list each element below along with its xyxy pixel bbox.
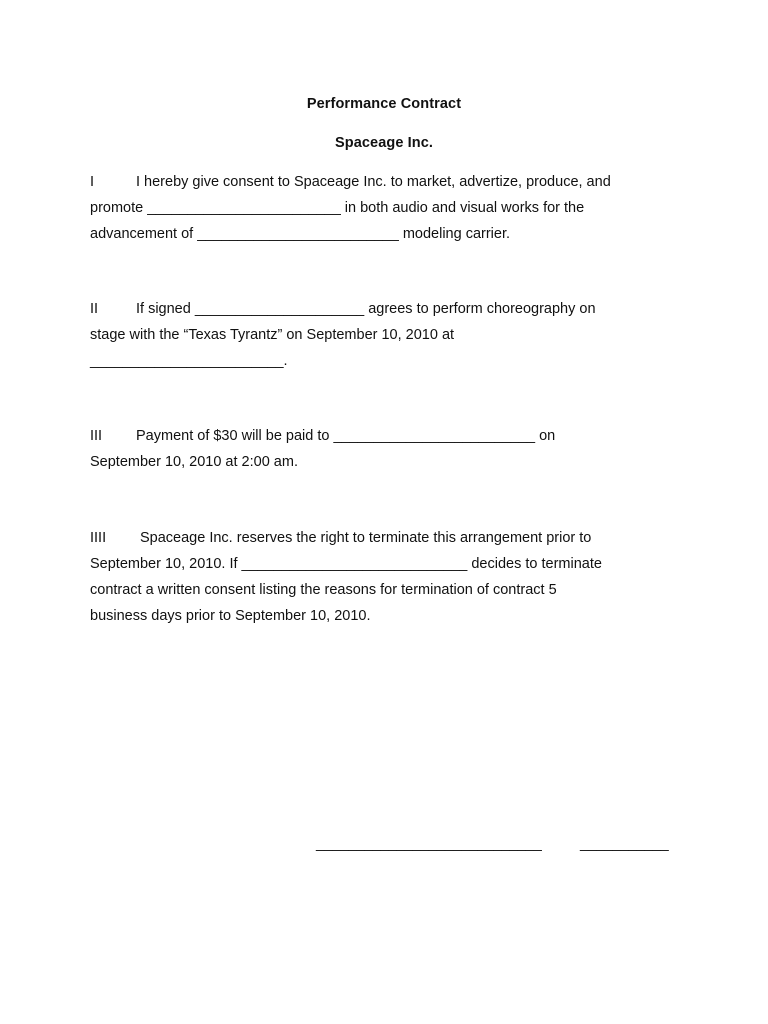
section-number: I [90,174,95,190]
section-number: IIII [90,530,107,546]
section-3-line-1 [90,423,690,449]
section-number: II [90,301,99,317]
section-2 [90,296,690,374]
section-2-line-3: ________________________. [90,353,288,369]
section-2-line-2: stage with the “Texas Tyrantz” on September 10, 2010 at [90,327,455,343]
section-4-line-3: contract a written consent listing the reasons for termination of contract 5 [90,582,557,598]
section-1 [90,169,690,247]
section-text: Spaceage Inc. reserves the right to terminate this arrangement prior to [140,530,592,546]
signature-date-line: ___________ [580,836,669,852]
section-1-line-1 [90,169,690,195]
document-title: Performance Contract [306,96,462,112]
section-3 [90,423,690,475]
section-number: III [90,428,103,444]
section-text: Payment of $30 will be paid to _________________________ on [136,428,556,444]
section-4 [90,525,690,629]
section-4-line-4: business days prior to September 10, 2010. [90,608,371,624]
section-1-line-2: promote ________________________ in both audio and visual works for the [90,200,585,216]
section-1-line-3: advancement of _________________________ modeling carrier. [90,226,511,242]
section-4-line-1 [90,525,690,551]
signature-name-line: ____________________________ [316,836,542,852]
document-subtitle: Spaceage Inc. [334,135,433,151]
section-2-line-1 [90,296,690,322]
section-text: If signed _____________________ agrees to perform choreography on [136,301,596,317]
section-4-line-2: September 10, 2010. If ____________________________ decides to terminate [90,556,602,572]
section-text: I hereby give consent to Spaceage Inc. to market, advertize, produce, and [136,174,611,190]
section-3-line-2: September 10, 2010 at 2:00 am. [90,454,298,470]
